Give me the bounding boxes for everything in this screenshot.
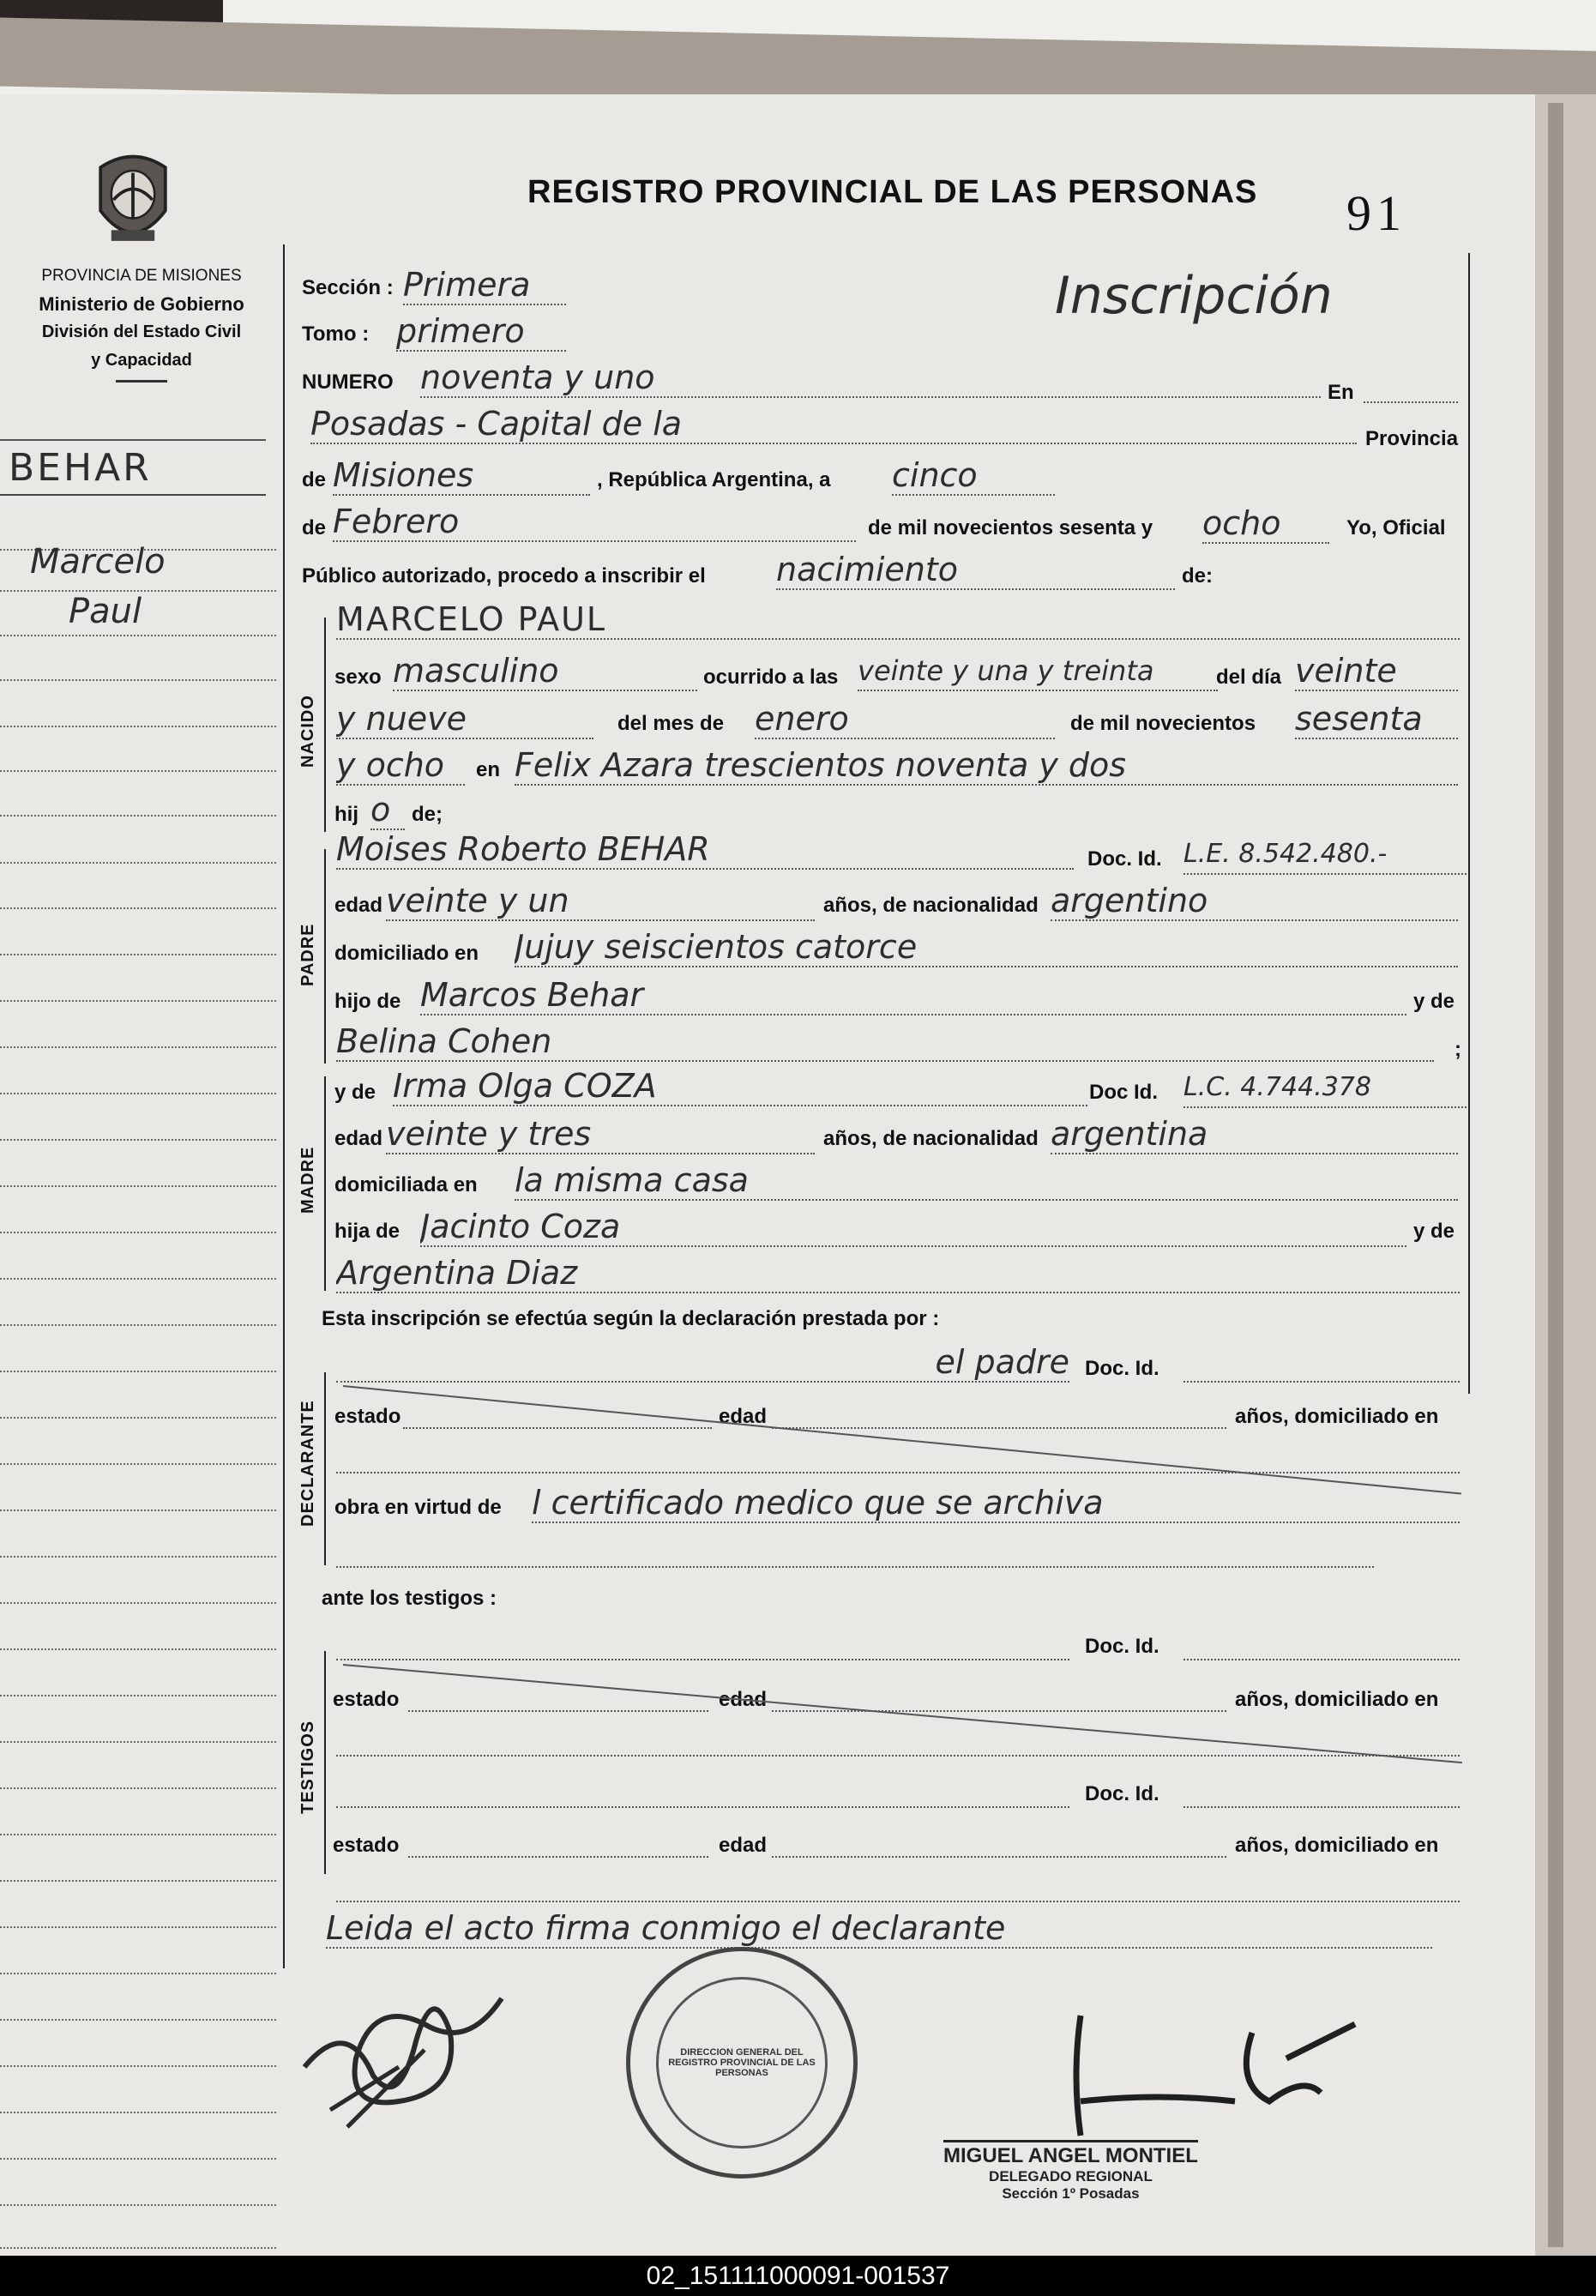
madre-edad: veinte y tres <box>386 1115 815 1154</box>
padre-dom-label: domiciliado en <box>334 942 479 965</box>
margin-rule <box>0 1417 276 1419</box>
declarante-edad-label: edad <box>719 1405 768 1428</box>
madre-hija-label: hija de <box>334 1220 401 1243</box>
margin-rule <box>0 1046 276 1048</box>
padre-edad-label: edad <box>334 894 383 917</box>
testigo1-estado-label: estado <box>333 1688 400 1711</box>
declarante-estado-label: estado <box>334 1405 401 1428</box>
margin-rule <box>0 1185 276 1187</box>
margin-rule <box>0 1834 276 1835</box>
padre-doc-label: Doc. Id. <box>1087 847 1162 871</box>
dia-label: del día <box>1216 666 1282 689</box>
declarante-obra: l certificado medico que se archiva <box>532 1484 1460 1523</box>
hora-value: veinte y una y treinta <box>858 652 1218 691</box>
padre-domicilio: Jujuy seiscientos catorce <box>515 928 1458 967</box>
hij-suffix: o <box>370 791 405 830</box>
declarante-nombre: el padre <box>336 1343 1069 1383</box>
testigo2-nombre-blank <box>336 1769 1069 1808</box>
office-divider <box>116 380 167 383</box>
padre-nac-label: años, de nacionalidad <box>823 894 1039 917</box>
margin-rule <box>0 494 266 496</box>
declarante-bracket <box>324 1372 326 1565</box>
margin-rule <box>0 1232 276 1233</box>
margin-surname: BEHAR <box>9 446 152 490</box>
margin-rule <box>0 2019 276 2021</box>
office-province: PROVINCIA DE MISIONES <box>41 267 242 285</box>
section-padre: PADRE <box>298 923 317 986</box>
seal-text: DIRECCION GENERAL DEL REGISTRO PROVINCIAL DE LAS PERSONAS <box>668 2047 816 2078</box>
closing-statement: Leida el acto firma conmigo el declarante <box>326 1909 1432 1949</box>
margin-rule <box>0 1695 276 1696</box>
seccion-label: Sección : <box>302 276 394 299</box>
section-madre: MADRE <box>298 1146 317 1214</box>
padre-nombre: Moises Roberto BEHAR <box>336 830 1074 870</box>
official-name: MIGUEL ANGEL MONTIEL <box>943 2140 1198 2168</box>
sexo-value: masculino <box>393 652 697 691</box>
de-label: de <box>302 468 327 491</box>
official-role: DELEGADO REGIONAL <box>989 2168 1153 2185</box>
testigo2-anios-label: años, domiciliado en <box>1235 1834 1439 1857</box>
margin-rule <box>0 907 276 909</box>
margin-rule <box>0 1741 276 1743</box>
margin-rule <box>0 1371 276 1372</box>
official-seal-stamp <box>626 1947 858 2178</box>
publico-label: Público autorizado, procedo a inscribir el <box>302 564 706 588</box>
margin-rule <box>0 815 276 817</box>
testigo1-doc-label: Doc. Id. <box>1085 1635 1159 1658</box>
testigo1-domicilio-blank <box>336 1720 1460 1757</box>
margin-given-name-2: Paul <box>69 592 142 631</box>
declarante-extra-blank <box>336 1532 1374 1568</box>
margin-rule <box>0 1000 276 1002</box>
madre-nombre: Irma Olga COZA <box>393 1067 1087 1106</box>
official-block <box>943 2140 1198 2203</box>
testigo1-edad-label: edad <box>719 1688 768 1711</box>
de2-label: de: <box>1182 564 1213 588</box>
mil-novecientos-label: de mil novecientos <box>1070 712 1256 735</box>
margin-rule <box>0 2158 276 2160</box>
margin-rule <box>0 726 276 727</box>
madre-yde2-label: y de <box>1413 1220 1455 1243</box>
office-ministry: Ministerio de Gobierno <box>39 293 244 315</box>
margin-rule <box>0 1602 276 1604</box>
folio-number: 91 <box>1346 185 1406 241</box>
nacido-dia-2: y nueve <box>336 700 593 739</box>
margin-rule <box>0 770 276 772</box>
testigo1-anios-label: años, domiciliado en <box>1235 1688 1439 1711</box>
nacido-mes: enero <box>755 700 1055 739</box>
nacido-anio: sesenta <box>1295 700 1458 739</box>
coat-of-arms-icon <box>79 146 187 254</box>
republica-label: , República Argentina, a <box>597 468 831 491</box>
declarant-signature <box>296 1964 519 2136</box>
testigo2-domicilio-blank <box>336 1866 1460 1902</box>
margin-rule <box>0 1510 276 1511</box>
testigo2-estado-blank <box>408 1822 708 1858</box>
testigo2-doc-blank <box>1183 1769 1460 1808</box>
margin-rule <box>0 1880 276 1882</box>
testigos-intro: ante los testigos : <box>322 1587 497 1610</box>
madre-edad-label: edad <box>334 1127 383 1150</box>
provincia-value: Misiones <box>333 456 590 496</box>
testigo1-nombre-blank <box>336 1621 1069 1660</box>
madre-padre-de: Jacinto Coza <box>420 1208 1406 1247</box>
declarante-edad-blank <box>772 1393 1226 1429</box>
right-border <box>1468 253 1470 1394</box>
nacido-nombre: MARCELO PAUL <box>336 600 1460 640</box>
padre-doc: L.E. 8.542.480.- <box>1183 835 1467 875</box>
numero-value: noventa y uno <box>420 359 1321 398</box>
margin-rule <box>0 1648 276 1650</box>
margin-rule <box>0 679 276 681</box>
madre-yde-label: y de <box>334 1081 376 1104</box>
mil-label: de mil novecientos sesenta y <box>868 516 1153 539</box>
mes-value: Febrero <box>333 503 856 542</box>
dia-value: cinco <box>892 456 1055 496</box>
official-signature <box>1029 2007 1389 2144</box>
office-capacity: y Capacidad <box>91 351 192 370</box>
tomo-value: primero <box>396 312 566 352</box>
margin-rule <box>0 1973 276 1974</box>
archive-reference: 02_151111000091-001537 <box>0 2256 1596 2296</box>
hij-label: hij <box>334 803 358 826</box>
registration-annotation: Inscripción <box>1055 266 1333 326</box>
ocurrido-label: ocurrido a las <box>703 666 839 689</box>
section-nacido: NACIDO <box>298 695 317 768</box>
margin-rule <box>0 2065 276 2067</box>
madre-madre-de: Argentina Diaz <box>336 1254 1460 1293</box>
section-testigos: TESTIGOS <box>298 1720 317 1814</box>
testigo2-doc-label: Doc. Id. <box>1085 1782 1159 1805</box>
margin-rule <box>0 2204 276 2206</box>
mes-label: del mes de <box>617 712 725 735</box>
oficial-label: Yo, Oficial <box>1346 516 1446 539</box>
testigo1-doc-blank <box>1183 1621 1460 1660</box>
nacido-dia: veinte <box>1295 652 1458 691</box>
testigo1-estado-blank <box>408 1676 708 1712</box>
padre-edad: veinte y un <box>386 882 815 921</box>
lugar-value: Posadas - Capital de la <box>310 405 1357 444</box>
en-label-2: en <box>476 758 501 781</box>
nacido-lugar: Felix Azara trescientos noventa y dos <box>515 746 1458 786</box>
margin-rule <box>0 635 276 636</box>
madre-bracket <box>324 1076 326 1291</box>
acto-value: nacimiento <box>776 551 1175 590</box>
de-label-2: de <box>302 516 327 539</box>
madre-doc-label: Doc Id. <box>1089 1081 1159 1104</box>
padre-padre-de: Marcos Behar <box>420 976 1406 1015</box>
provincia-label: Provincia <box>1365 427 1459 450</box>
declarante-estado-blank <box>403 1393 712 1429</box>
margin-rule <box>0 1787 276 1789</box>
madre-nacionalidad: argentina <box>1051 1115 1458 1154</box>
testigo1-edad-blank <box>772 1676 1226 1712</box>
padre-nacionalidad: argentino <box>1051 882 1458 921</box>
testigo2-edad-blank <box>772 1822 1226 1858</box>
declarante-domicilio-blank <box>336 1437 1460 1473</box>
hij-de: de; <box>412 803 443 826</box>
margin-rule <box>0 862 276 864</box>
margin-rule <box>0 1556 276 1558</box>
margin-given-name-1: Marcelo <box>30 542 166 582</box>
declarante-intro: Esta inscripción se efectúa según la declaración prestada por : <box>322 1307 940 1330</box>
madre-domicilio: la misma casa <box>515 1161 1458 1201</box>
padre-semicolon: ; <box>1454 1038 1461 1061</box>
margin-rule <box>0 1926 276 1928</box>
official-section: Sección 1º Posadas <box>1002 2185 1140 2202</box>
book-spine <box>1535 94 1596 2256</box>
madre-dom-label: domiciliada en <box>334 1173 478 1196</box>
declarante-anios-label: años, domiciliado en <box>1235 1405 1439 1428</box>
nacido-bracket <box>324 618 326 832</box>
testigos-bracket <box>324 1651 326 1874</box>
seccion-value: Primera <box>403 266 566 305</box>
padre-madre-de: Belina Cohen <box>336 1022 1434 1062</box>
margin-rule <box>0 2247 276 2249</box>
testigo2-edad-label: edad <box>719 1834 768 1857</box>
tomo-label: Tomo : <box>302 322 370 346</box>
margin-rule <box>0 1324 276 1326</box>
margin-rule <box>0 1278 276 1280</box>
declarante-doc-label: Doc. Id. <box>1085 1357 1159 1380</box>
testigo2-estado-label: estado <box>333 1834 400 1857</box>
column-divider <box>283 244 285 1968</box>
office-division: División del Estado Civil <box>41 322 242 341</box>
padre-bracket <box>324 849 326 1064</box>
numero-label: NUMERO <box>302 371 394 394</box>
sexo-label: sexo <box>334 666 382 689</box>
en-blank <box>1364 364 1458 403</box>
padre-hijo-label: hijo de <box>334 990 401 1013</box>
margin-rule <box>0 954 276 955</box>
issuing-office <box>0 262 283 383</box>
book-spine-shadow <box>1548 103 1563 2247</box>
anio-value: ocho <box>1202 504 1329 544</box>
padre-yde-label: y de <box>1413 990 1455 1013</box>
madre-doc: L.C. 4.744.378 <box>1183 1069 1467 1108</box>
margin-rule <box>0 1463 276 1465</box>
declarante-doc-blank <box>1183 1343 1460 1383</box>
margin-rule <box>0 2112 276 2113</box>
margin-rule <box>0 439 266 441</box>
madre-nac-label: años, de nacionalidad <box>823 1127 1039 1150</box>
margin-rule <box>0 1139 276 1141</box>
declarante-obra-label: obra en virtud de <box>334 1496 502 1519</box>
page-title: REGISTRO PROVINCIAL DE LAS PERSONAS <box>527 174 1258 210</box>
section-declarante: DECLARANTE <box>298 1400 317 1527</box>
en-label: En <box>1328 381 1354 404</box>
margin-rule <box>0 1093 276 1094</box>
nacido-anio-2: y ocho <box>336 746 465 786</box>
